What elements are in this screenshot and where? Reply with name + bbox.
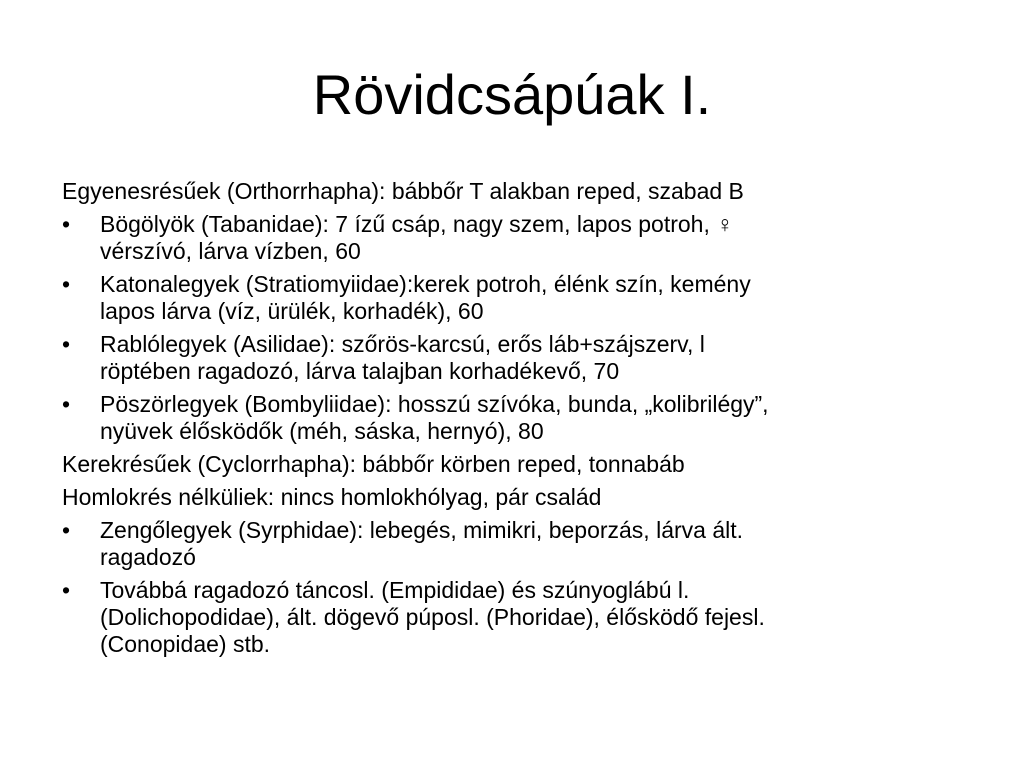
bullet-text-line: ragadozó (100, 544, 196, 570)
bullet-marker: • (62, 517, 71, 543)
slide-title: Rövidcsápúak I. (312, 63, 712, 126)
bullet-text-line: (Conopidae) stb. (100, 631, 271, 657)
paragraph-cyclorrhapha: Kerekrésűek (Cyclorrhapha): bábbőr körben reped, tonnabáb (62, 451, 685, 477)
bullet-item-bombyliidae (62, 391, 962, 445)
bullet-marker: • (62, 271, 71, 297)
paragraph-homlokres-nelkuliek: Homlokrés nélküliek: nincs homlokhólyag, pár család (62, 484, 602, 510)
bullet-marker: • (62, 391, 71, 417)
bullet-text-line: Katonalegyek (Stratiomyiidae):kerek potroh, élénk szín, kemény (100, 271, 751, 297)
bullet-text-line: Zengőlegyek (Syrphidae): lebegés, mimikri, beporzás, lárva ált. (100, 517, 744, 543)
paragraph-orthorrhapha: Egyenesrésűek (Orthorrhapha): bábbőr T alakban reped, szabad B (62, 178, 744, 204)
bullet-marker: • (62, 211, 71, 237)
bullet-text-line: (Dolichopodidae), ált. dögevő púposl. (Phoridae), élősködő fejesl. (100, 604, 765, 630)
bullet-marker: • (62, 331, 71, 357)
bullet-text-line: röptében ragadozó, lárva talajban korhadékevő, 70 (100, 358, 620, 384)
bullet-item-tabanidae (62, 211, 962, 265)
bullet-item-asilidae (62, 331, 962, 385)
bullet-text-line: vérszívó, lárva vízben, 60 (100, 238, 361, 264)
bullet-text-line: Pöszörlegyek (Bombyliidae): hosszú szívóka, bunda, „kolibrilégy”, (100, 391, 769, 417)
bullet-text-line: Rablólegyek (Asilidae): szőrös-karcsú, erős láb+szájszerv, l (100, 331, 705, 357)
bullet-item-stratiomyiidae (62, 271, 962, 325)
bullet-marker: • (62, 577, 71, 603)
bullet-text-line: Bögölyök (Tabanidae): 7 ízű csáp, nagy szem, lapos potroh, ♀ (100, 211, 734, 237)
bullet-text-line: lapos lárva (víz, ürülék, korhadék), 60 (100, 298, 484, 324)
bullet-text-line: nyüvek élősködők (méh, sáska, hernyó), 80 (100, 418, 544, 444)
slide-body (62, 178, 962, 664)
bullet-item-syrphidae (62, 517, 962, 571)
bullet-text-line: Továbbá ragadozó táncosl. (Empididae) és szúnyoglábú l. (100, 577, 690, 603)
bullet-item-tovabba (62, 577, 962, 658)
